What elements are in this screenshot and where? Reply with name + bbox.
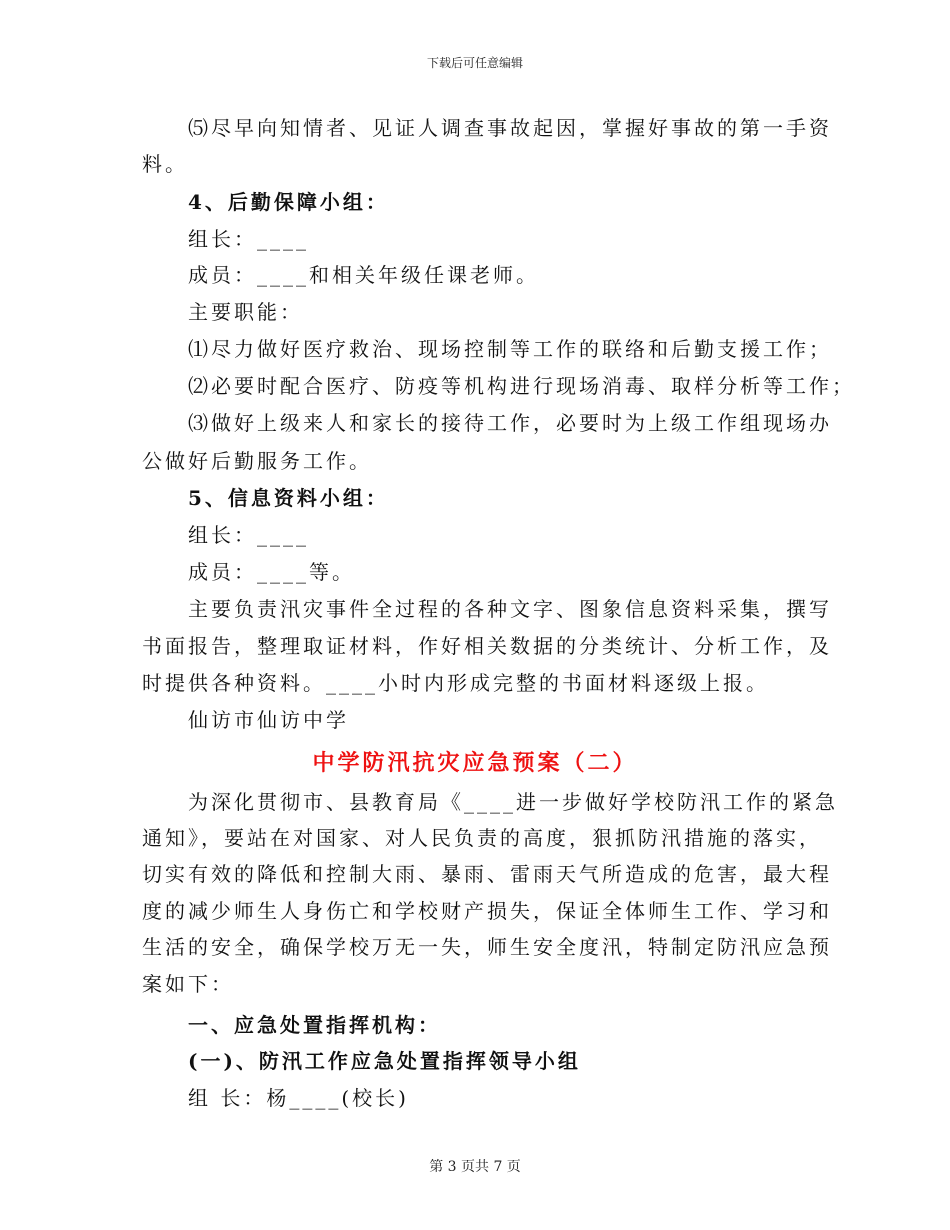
- document-title: 中学防汛抗灾应急预案（二）: [312, 750, 638, 776]
- paragraph-line: ⑵必要时配合医疗、防疫等机构进行现场消毒、取样分析等工作；: [188, 374, 855, 398]
- paragraph-line: ⑶做好上级来人和家长的接待工作，必要时为上级工作组现场办: [188, 411, 832, 435]
- section-heading: 4、后勤保障小组：: [188, 190, 389, 214]
- paragraph-line: 成员：____等。: [188, 560, 355, 584]
- page-footer: 第 3 页共 7 页: [429, 1159, 521, 1175]
- paragraph-line: 为深化贯彻市、县教育局《____进一步做好学校防汛工作的紧急: [188, 790, 838, 814]
- paragraph-line: 通知》，要站在对国家、对人民负责的高度，狠抓防汛措施的落实，: [142, 826, 822, 850]
- paragraph-line: 公做好后勤服务工作。: [142, 449, 372, 473]
- paragraph-line: ⑸尽早向知情者、见证人调查事故起因，掌握好事故的第一手资: [188, 116, 832, 140]
- section-heading: 5、信息资料小组：: [188, 486, 389, 510]
- paragraph-line: 主要负责汛灾事件全过程的各种文字、图象信息资料采集，撰写: [188, 597, 832, 621]
- paragraph-line: 组 长：杨____(校长): [188, 1086, 409, 1110]
- paragraph-line: ⑴尽力做好医疗救治、现场控制等工作的联络和后勤支援工作；: [188, 337, 832, 361]
- section-heading: (一)、防汛工作应急处置指挥领导小组: [188, 1049, 581, 1073]
- paragraph-line: 书面报告，整理取证材料，作好相关数据的分类统计、分析工作，及: [142, 634, 832, 658]
- paragraph-line: 时提供各种资料。____小时内形成完整的书面材料逐级上报。: [142, 671, 769, 695]
- paragraph-line: 料。: [142, 152, 188, 176]
- paragraph-line: 仙访市仙访中学: [188, 708, 349, 732]
- paragraph-line: 切实有效的降低和控制大雨、暴雨、雷雨天气所造成的危害，最大程: [142, 862, 832, 886]
- section-heading: 一、应急处置指挥机构：: [188, 1013, 441, 1037]
- paragraph-line: 主要职能：: [188, 300, 303, 324]
- paragraph-line: 度的减少师生人身伤亡和学校财产损失，保证全体师生工作、学习和: [142, 899, 832, 923]
- page-header: 下载后可任意编辑: [426, 56, 523, 70]
- paragraph-line: 组长：____: [188, 523, 309, 547]
- paragraph-line: 生活的安全，确保学校万无一失，师生安全度汛，特制定防汛应急预: [142, 935, 832, 959]
- paragraph-line: 成员：____和相关年级任课老师。: [188, 263, 539, 287]
- paragraph-line: 案如下：: [142, 972, 234, 996]
- paragraph-line: 组长：____: [188, 227, 309, 251]
